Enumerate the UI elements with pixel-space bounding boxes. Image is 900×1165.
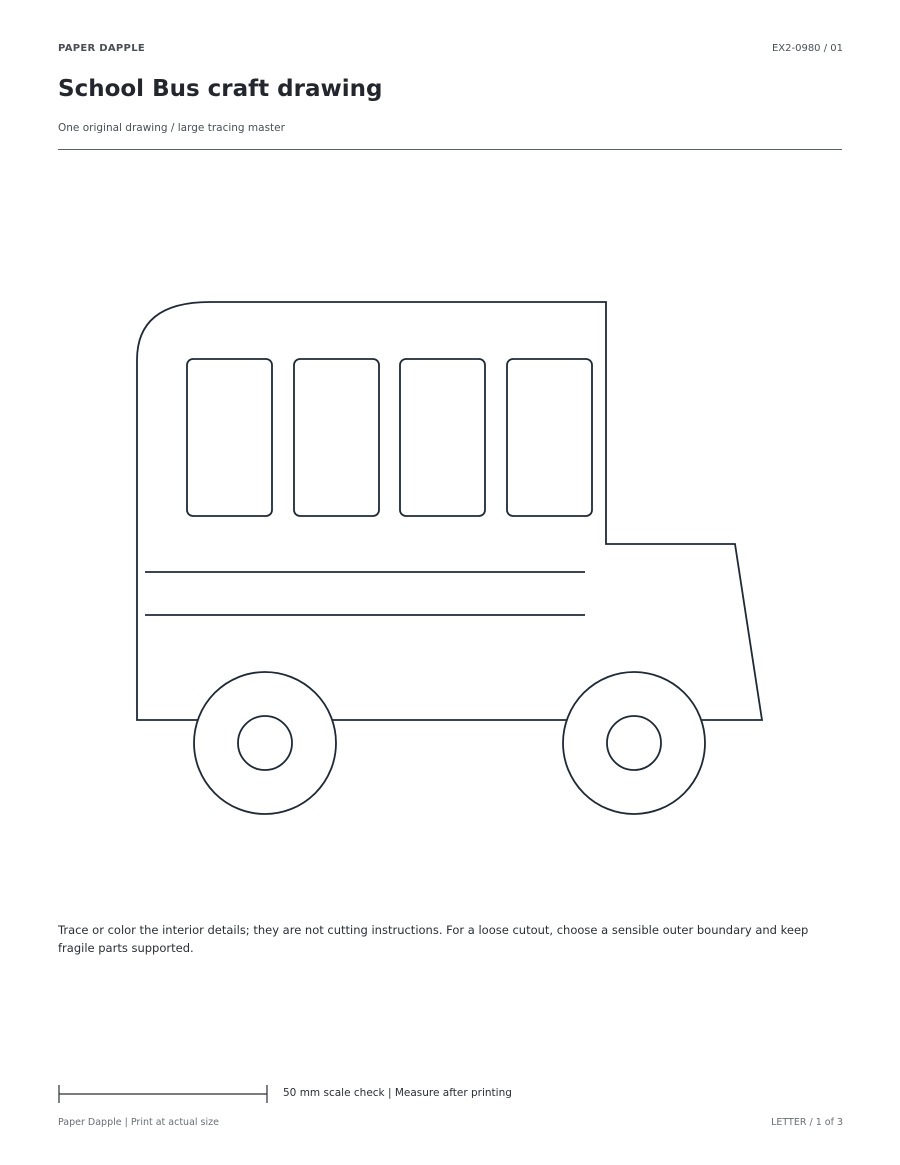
footer-publisher: Paper Dapple | Print at actual size xyxy=(58,1117,219,1128)
instruction-note: Trace or color the interior details; they are not cutting instructions. For a loose cutout, choose a sensible outer boundary and keep fragile parts supported. xyxy=(58,923,809,955)
page-title: School Bus craft drawing xyxy=(58,76,383,102)
scale-check-bar xyxy=(58,1085,268,1103)
document-code: EX2-0980 / 01 xyxy=(771,43,843,54)
bus-hubcap-front xyxy=(607,716,661,770)
scale-check-label: 50 mm scale check | Measure after printing xyxy=(283,1087,512,1099)
bus-body-outline xyxy=(137,302,762,720)
footer-page-info: LETTER / 1 of 3 xyxy=(771,1117,843,1128)
brand-name: PAPER DAPPLE xyxy=(58,43,145,54)
bus-hubcap-rear xyxy=(238,716,292,770)
page-subtitle: One original drawing / large tracing master xyxy=(58,122,285,134)
